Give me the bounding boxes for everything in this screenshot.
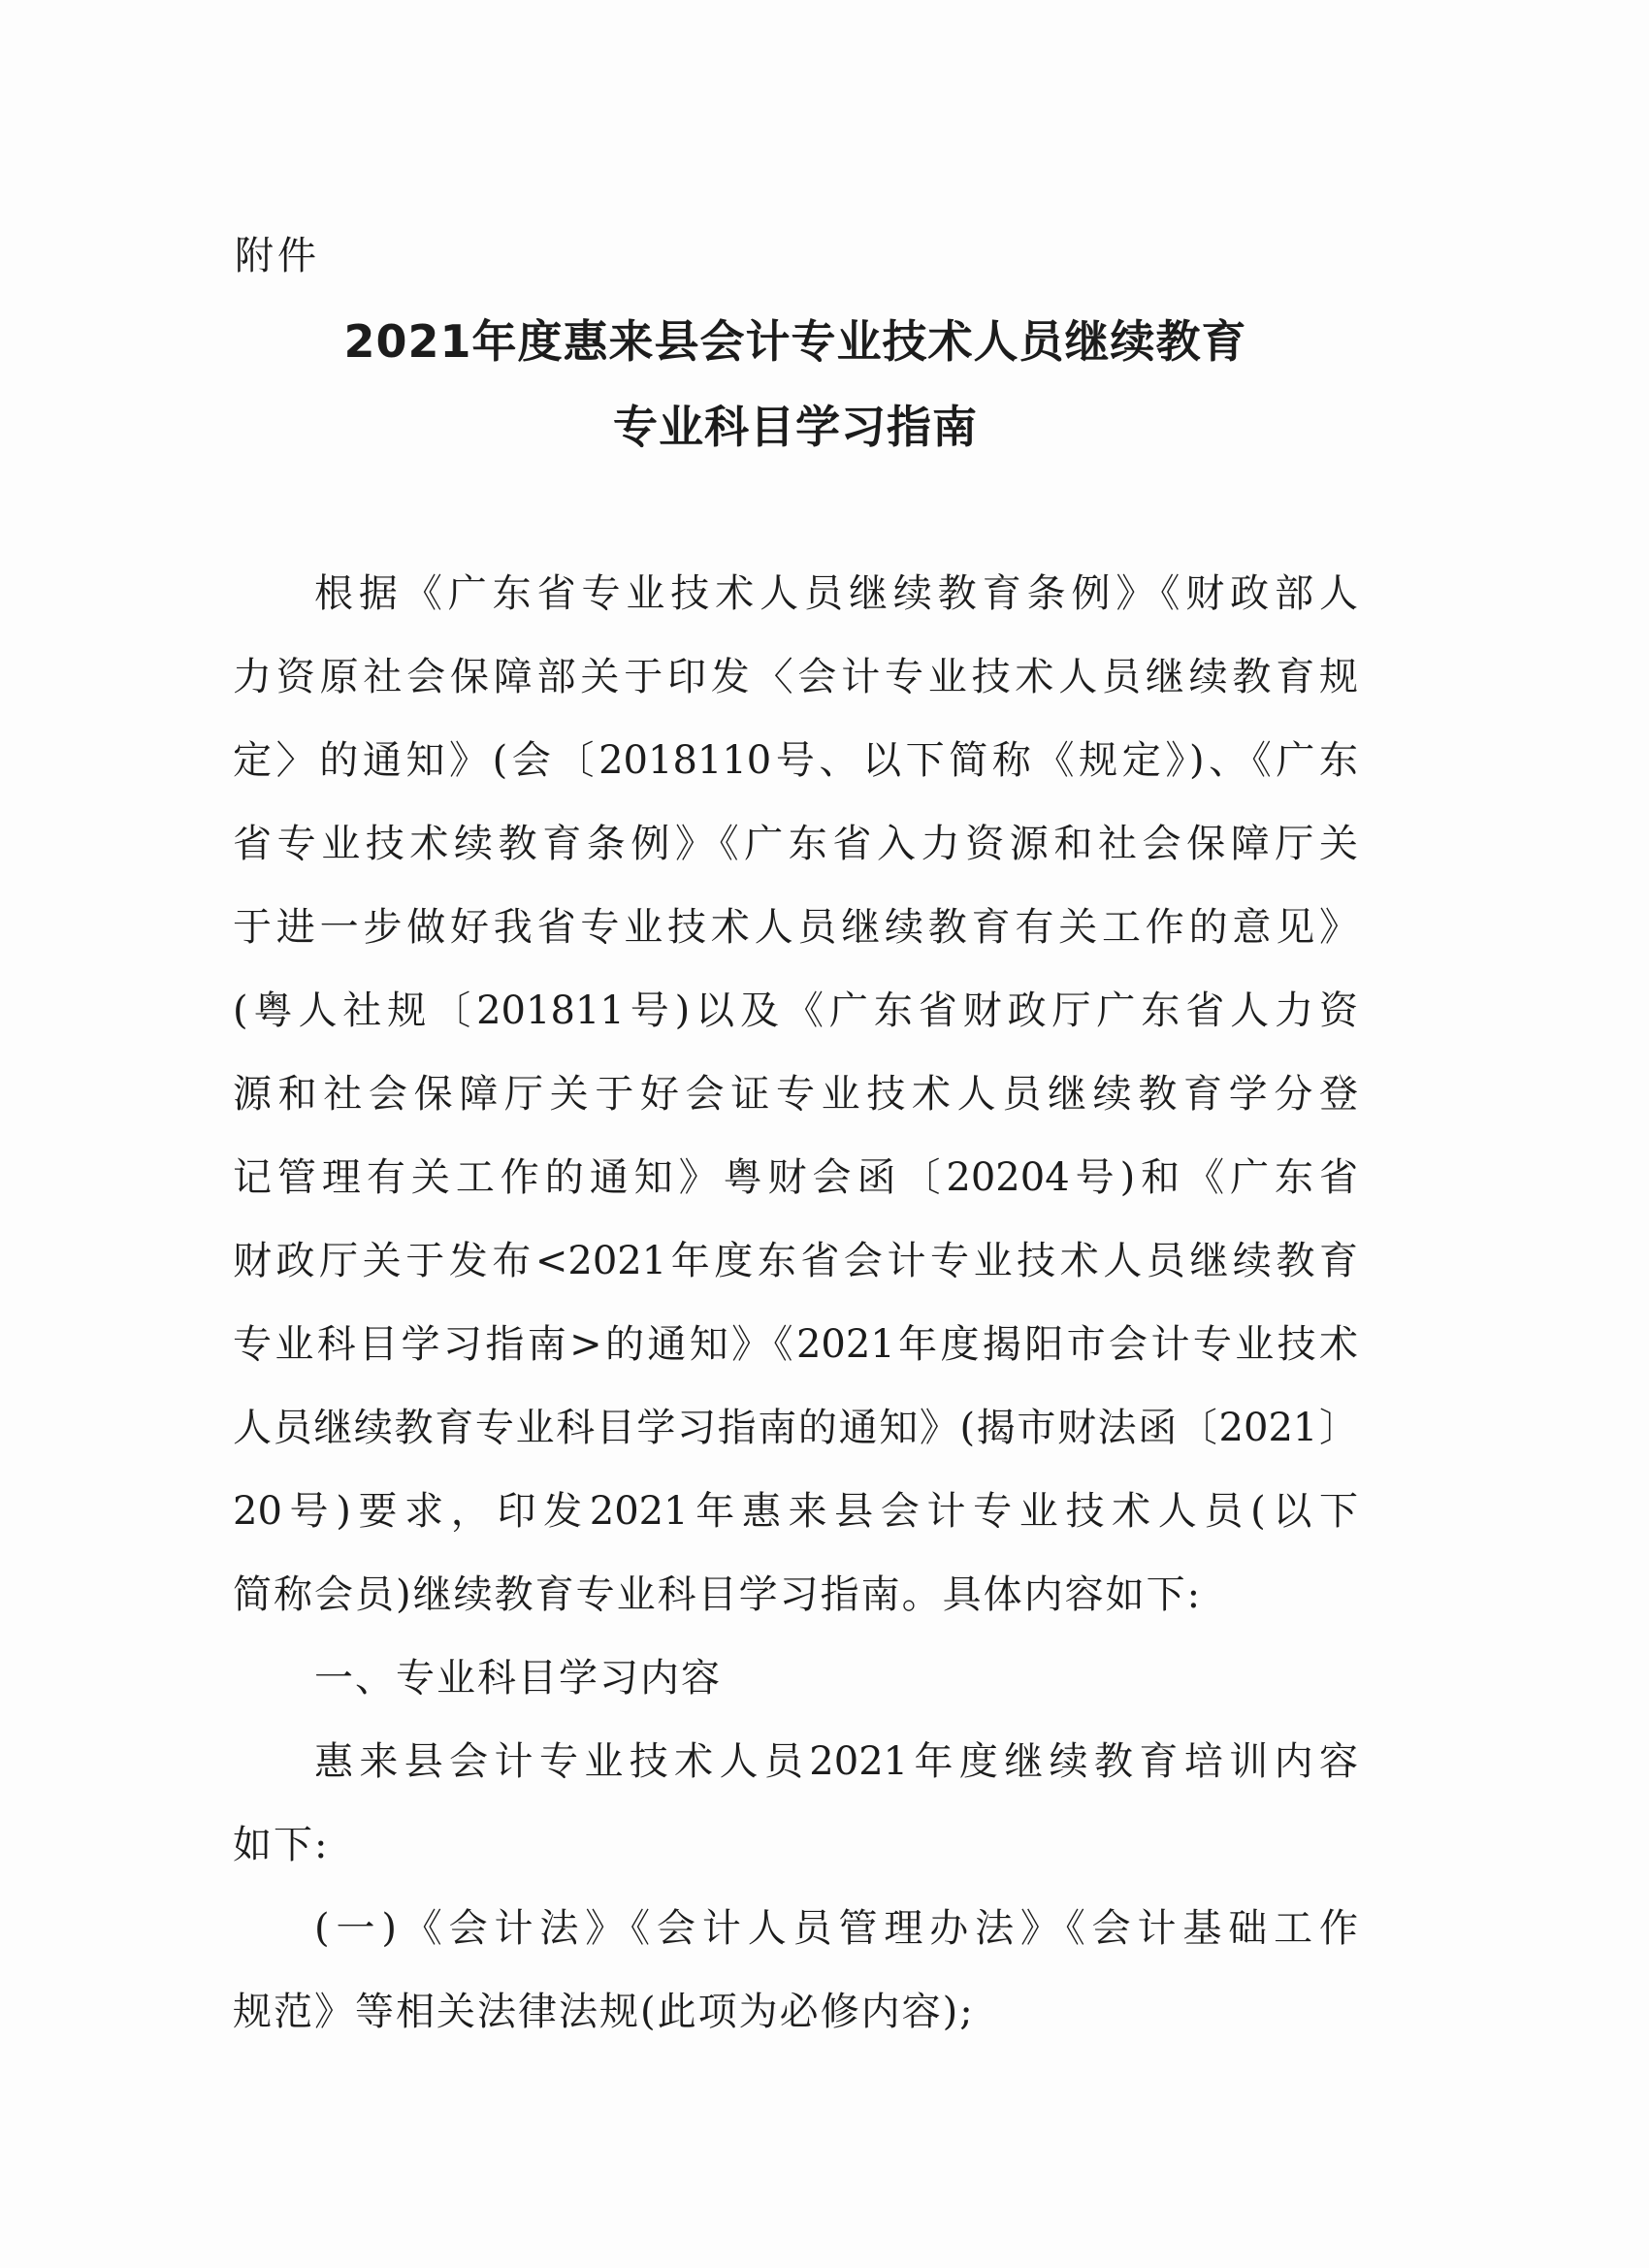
text-line: 如下: bbox=[233, 1823, 330, 1867]
text-line: 人员继续教育专业科目学习指南的通知》(揭市财法函〔2021〕 bbox=[233, 1406, 1358, 1450]
text-line: (一)《会计法》《会计人员管理办法》《会计基础工作 bbox=[314, 1906, 1358, 1951]
text-line: 惠来县会计专业技术人员2021年度继续教育培训内容 bbox=[314, 1739, 1358, 1784]
text-line: 记管理有关工作的通知》粤财会函〔20204号)和《广东省 bbox=[233, 1155, 1358, 1200]
text-line: 省专业技术续教育条例》《广东省入力资源和社会保障厅关 bbox=[233, 822, 1358, 866]
paragraph-intro bbox=[233, 552, 1358, 1636]
list-item bbox=[233, 1887, 1358, 2054]
text-line: 财政厅关于发布<2021年度东省会计专业技术人员继续教育 bbox=[233, 1239, 1358, 1283]
text-line: 20号)要求，印发2021年惠来县会计专业技术人员(以下 bbox=[233, 1489, 1358, 1534]
document-title-line-2: 专业科目学习指南 bbox=[613, 401, 978, 453]
text-line: (粤人社规〔201811号)以及《广东省财政厅广东省人力资 bbox=[233, 988, 1358, 1033]
text-line: 定〉的通知》(会〔2018110号、以下简称《规定》)、《广东 bbox=[233, 738, 1358, 783]
document-body bbox=[233, 552, 1358, 2054]
document-title-line-1: 2021年度惠来县会计专业技术人员继续教育 bbox=[343, 315, 1247, 368]
text-line: 于进一步做好我省专业技术人员继续教育有关工作的意见》 bbox=[233, 905, 1358, 950]
text-line: 专业科目学习指南>的通知》《2021年度揭阳市会计专业技术 bbox=[233, 1322, 1358, 1367]
text-line: 规范》等相关法律法规(此项为必修内容); bbox=[233, 1990, 975, 2034]
section-heading: 一、专业科目学习内容 bbox=[314, 1656, 722, 1701]
attachment-label: 附件 bbox=[235, 234, 320, 278]
text-line: 力资原社会保障部关于印发〈会计专业技术人员继续教育规 bbox=[233, 655, 1358, 699]
text-line: 根据《广东省专业技术人员继续教育条例》《财政部人 bbox=[314, 571, 1358, 616]
text-line: 简称会员)继续教育专业科目学习指南。具体内容如下: bbox=[233, 1572, 1203, 1617]
text-line: 源和社会保障厅关于好会证专业技术人员继续教育学分登 bbox=[233, 1072, 1358, 1117]
paragraph-training-content bbox=[233, 1720, 1358, 1887]
